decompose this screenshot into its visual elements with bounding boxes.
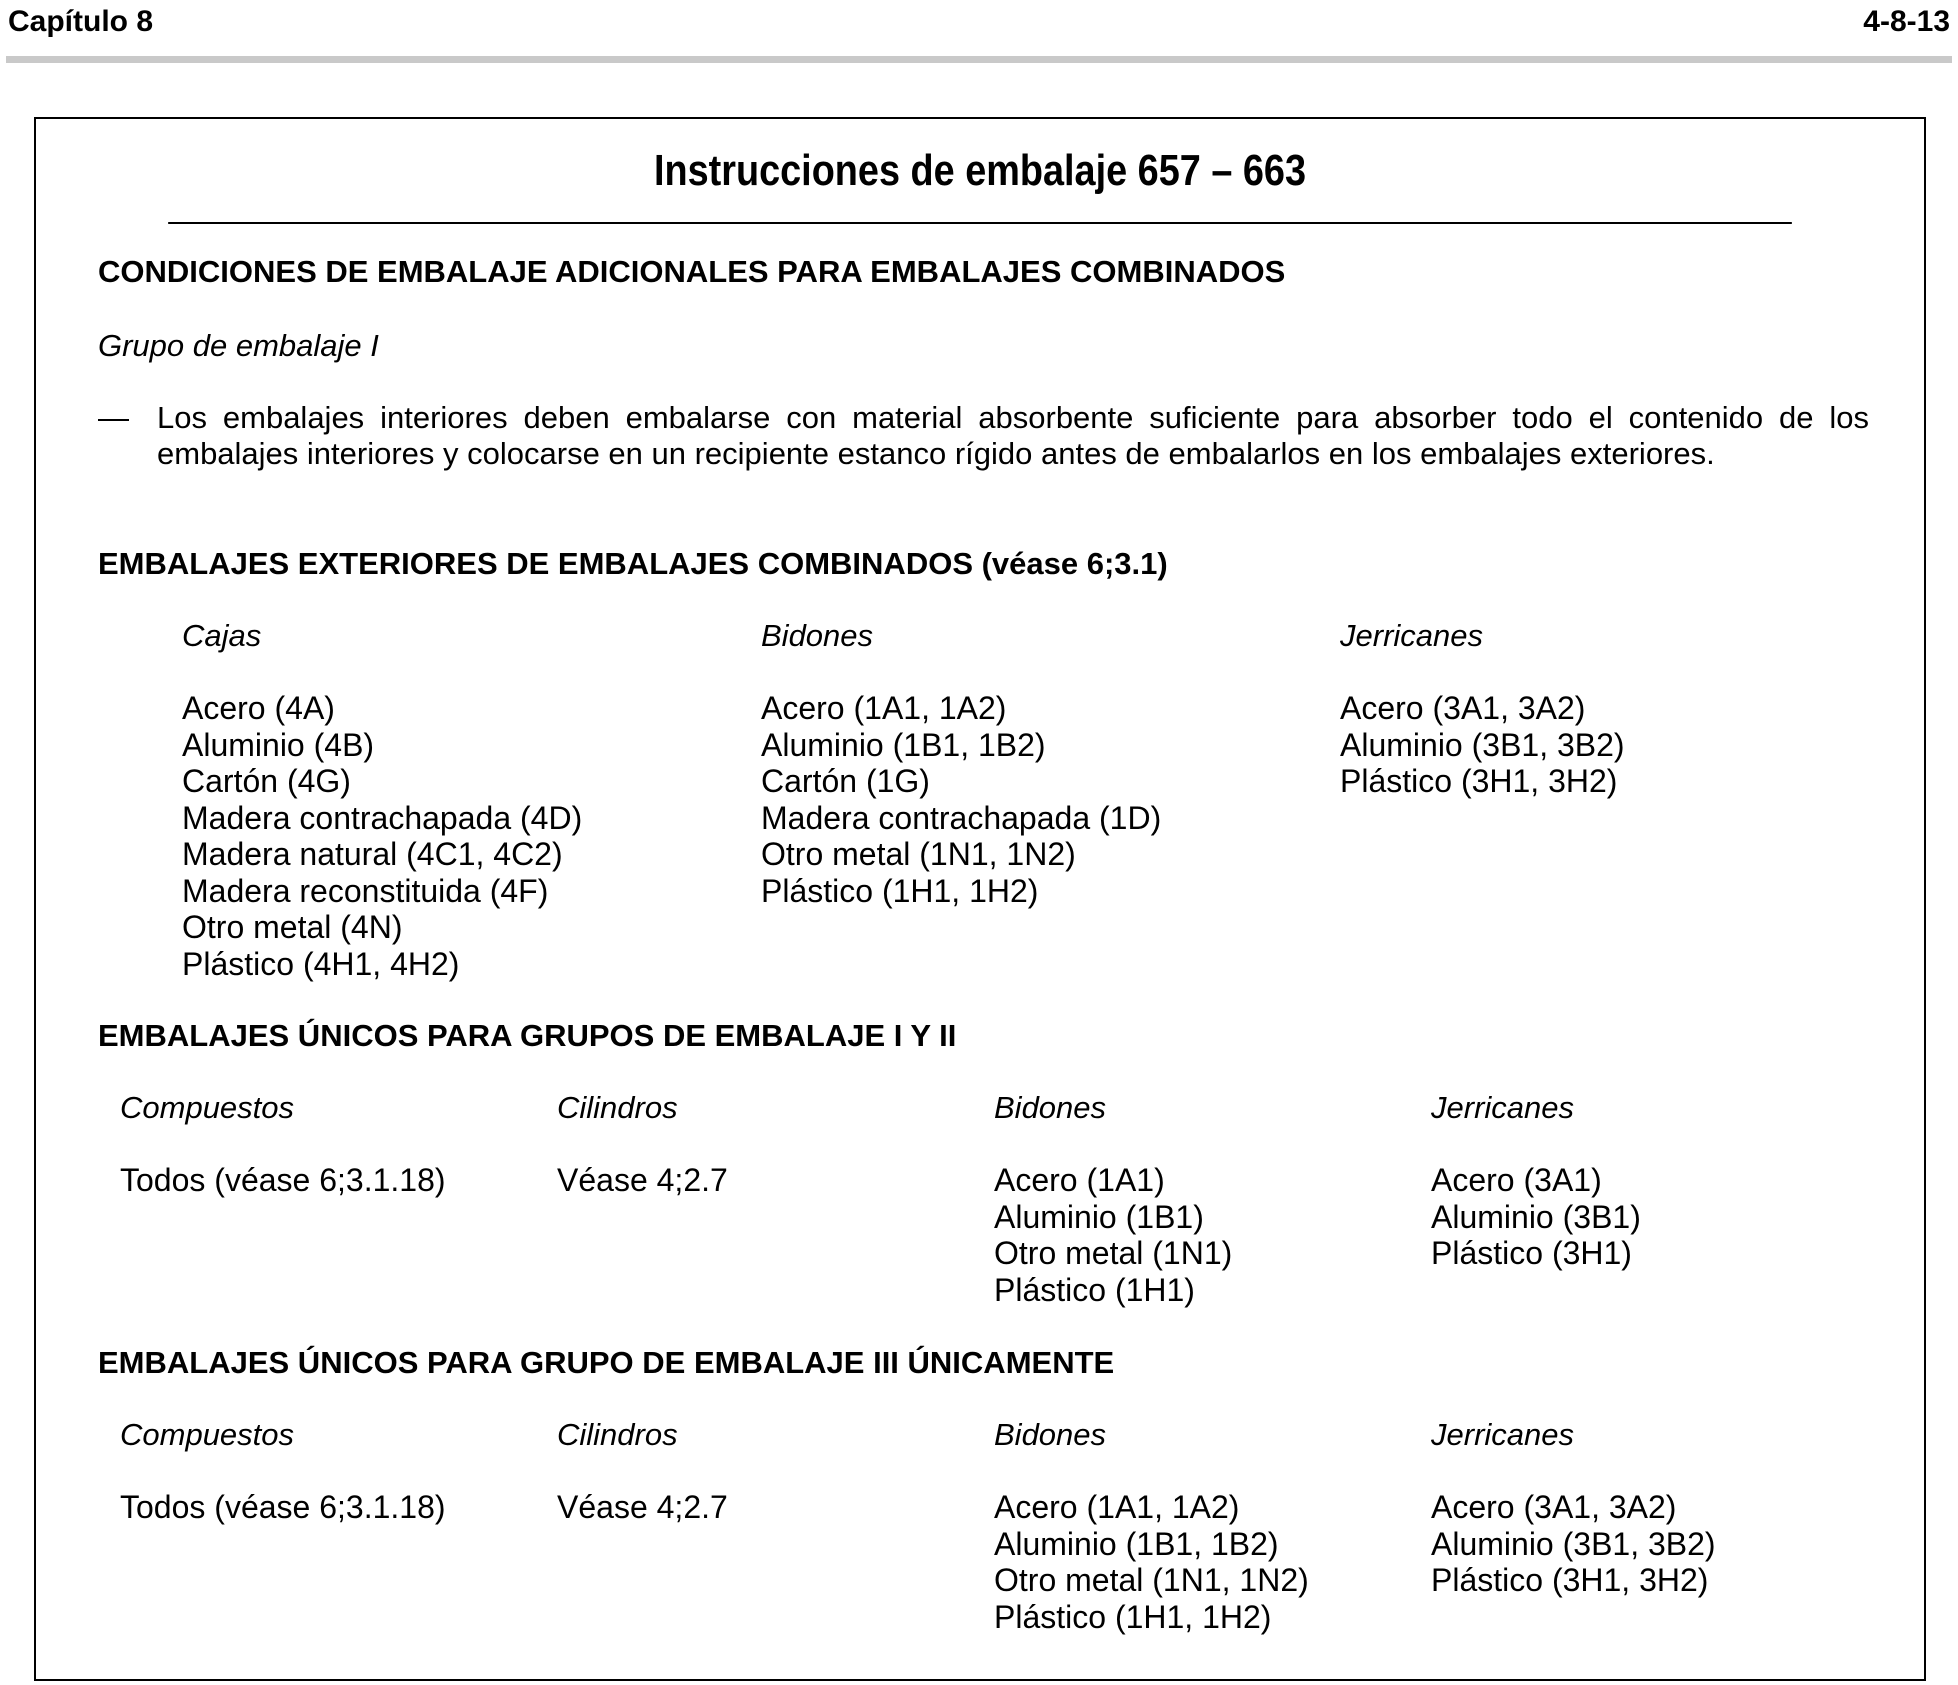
list-item: Madera contrachapada (1D) <box>761 799 1162 836</box>
column-items <box>761 690 1161 909</box>
column-jerricanes <box>1340 618 1625 800</box>
list-item: Acero (3A1, 3A2) <box>1431 1489 1677 1525</box>
list-item: Plástico (3H1, 3H2) <box>1340 763 1618 799</box>
list-item: Cartón (4G) <box>182 763 351 799</box>
section-heading-single-pg-iii: EMBALAJES ÚNICOS PARA GRUPO DE EMBALAJE III ÚNICAMENTE <box>98 1345 1115 1380</box>
list-item: Acero (1A1, 1A2) <box>994 1489 1240 1525</box>
list-item: Plástico (1H1, 1H2) <box>994 1598 1272 1635</box>
column-cilindros <box>557 1417 728 1526</box>
list-item: Todos (véase 6;3.1.18) <box>120 1489 446 1525</box>
list-item: Madera reconstituida (4F) <box>182 872 549 909</box>
list-item: Otro metal (1N1, 1N2) <box>994 1562 1309 1598</box>
list-item: Aluminio (1B1, 1B2) <box>994 1525 1279 1562</box>
column-items <box>994 1162 1232 1308</box>
list-item: Acero (1A1) <box>994 1162 1165 1198</box>
list-item: Otro metal (1N1, 1N2) <box>761 836 1076 872</box>
column-items <box>120 1162 446 1199</box>
list-item: Madera contrachapada (4D) <box>182 799 583 836</box>
column-items <box>1340 690 1625 800</box>
list-item: Plástico (3H1, 3H2) <box>1431 1562 1709 1598</box>
page-title: Instrucciones de embalaje 657 – 663 <box>168 119 1792 224</box>
list-item: Plástico (3H1) <box>1431 1235 1632 1271</box>
list-item: Plástico (1H1, 1H2) <box>761 872 1039 909</box>
list-item: Todos (véase 6;3.1.18) <box>120 1162 446 1198</box>
list-item: Otro metal (1N1) <box>994 1235 1233 1271</box>
list-item: Aluminio (1B1, 1B2) <box>761 726 1046 763</box>
list-item: Aluminio (3B1, 3B2) <box>1431 1525 1716 1562</box>
list-item: Otro metal (4N) <box>182 909 403 945</box>
list-item: Acero (3A1) <box>1431 1162 1602 1198</box>
column-bidones <box>994 1417 1309 1635</box>
section-heading-single-pg-i-ii: EMBALAJES ÚNICOS PARA GRUPOS DE EMBALAJE I Y II <box>98 1018 957 1053</box>
list-item: Acero (4A) <box>182 690 335 726</box>
column-items <box>1431 1489 1716 1599</box>
column-title: Cilindros <box>557 1417 678 1452</box>
list-item: Véase 4;2.7 <box>557 1489 728 1525</box>
packing-group-subheading: Grupo de embalaje I <box>98 328 379 363</box>
column-bidones <box>994 1090 1232 1308</box>
column-title: Cilindros <box>557 1090 678 1125</box>
column-jerricanes <box>1431 1090 1641 1272</box>
column-title: Jerricanes <box>1340 618 1483 653</box>
list-item: Cartón (1G) <box>761 763 930 799</box>
section-heading-outer-packagings: EMBALAJES EXTERIORES DE EMBALAJES COMBINADOS (véase 6;3.1) <box>98 546 1168 581</box>
instructions-frame <box>34 117 1926 1681</box>
absorbent-paragraph: Los embalajes interiores deben embalarse con material absorbente suficiente para absorber todo el contenido de los embalajes interiores y colocarse en un recipiente estanco rígido antes de embalarlos en los embalajes exteriores. <box>157 400 1869 471</box>
column-title: Bidones <box>761 618 874 653</box>
list-item: Acero (1A1, 1A2) <box>761 690 1007 726</box>
column-title: Jerricanes <box>1431 1417 1574 1452</box>
column-title: Compuestos <box>120 1417 295 1452</box>
column-items <box>182 690 582 982</box>
column-items <box>1431 1162 1641 1272</box>
bullet-dash: — <box>98 400 129 435</box>
column-jerricanes <box>1431 1417 1716 1599</box>
page-header <box>8 0 1950 44</box>
list-item: Aluminio (3B1, 3B2) <box>1340 726 1625 763</box>
column-compuestos <box>120 1090 446 1199</box>
list-item: Madera natural (4C1, 4C2) <box>182 836 563 872</box>
column-title: Jerricanes <box>1431 1090 1574 1125</box>
chapter-label: Capítulo 8 <box>8 5 154 38</box>
list-item: Plástico (4H1, 4H2) <box>182 945 460 982</box>
list-item: Aluminio (4B) <box>182 726 375 763</box>
column-items <box>120 1489 446 1526</box>
column-title: Compuestos <box>120 1090 295 1125</box>
list-item: Aluminio (3B1) <box>1431 1198 1641 1235</box>
header-rule <box>6 56 1952 63</box>
column-items <box>557 1489 728 1526</box>
section-heading-combined-conditions: CONDICIONES DE EMBALAJE ADICIONALES PARA EMBALAJES COMBINADOS <box>98 254 1286 289</box>
column-title: Bidones <box>994 1417 1107 1452</box>
page-number: 4-8-13 <box>1863 5 1950 38</box>
column-bidones <box>761 618 1161 909</box>
column-title: Cajas <box>182 618 262 653</box>
column-cajas <box>182 618 582 982</box>
list-item: Acero (3A1, 3A2) <box>1340 690 1586 726</box>
column-cilindros <box>557 1090 728 1199</box>
list-item: Véase 4;2.7 <box>557 1162 728 1198</box>
list-item: Aluminio (1B1) <box>994 1198 1204 1235</box>
column-title: Bidones <box>994 1090 1107 1125</box>
column-items <box>557 1162 728 1199</box>
list-item: Plástico (1H1) <box>994 1271 1195 1308</box>
column-compuestos <box>120 1417 446 1526</box>
column-items <box>994 1489 1309 1635</box>
